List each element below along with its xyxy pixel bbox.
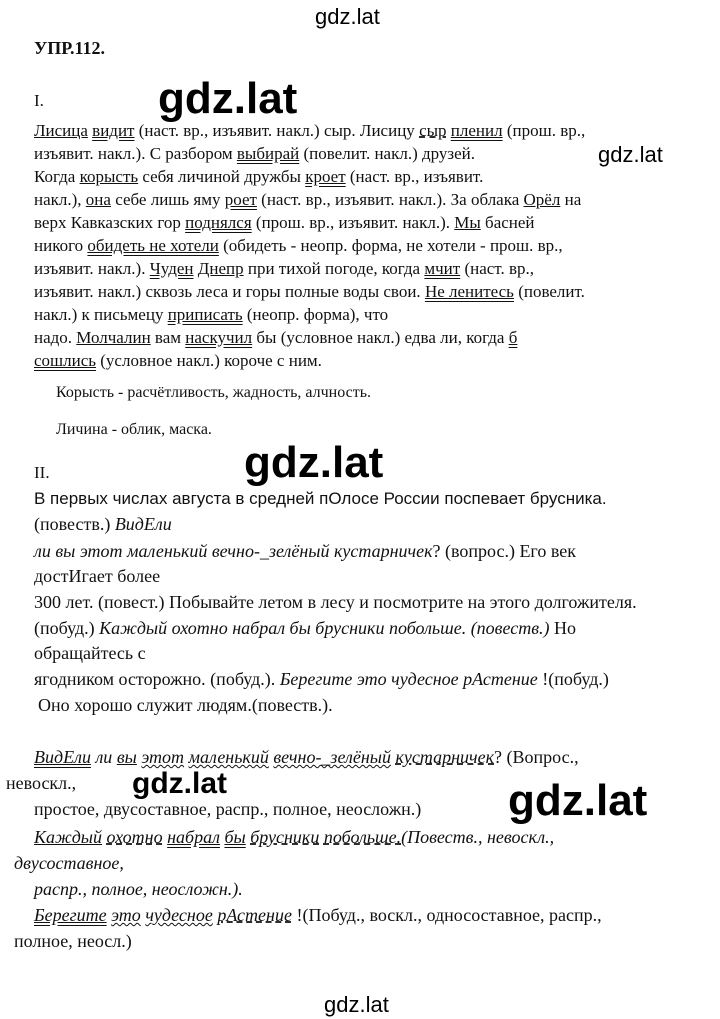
subject: Молчалин xyxy=(76,328,151,347)
text: (повелит. xyxy=(513,282,585,301)
subject: Мы xyxy=(454,213,481,232)
modifier: вечно-_зелёный xyxy=(273,747,391,767)
predicate: приписать xyxy=(167,305,243,324)
part-two-label: II. xyxy=(34,463,50,482)
text: изъявит. накл.). С разбором xyxy=(34,144,237,163)
text: Когда xyxy=(34,167,80,186)
modifier: этот xyxy=(141,747,185,767)
text: на xyxy=(560,190,582,209)
predicate: наскучил xyxy=(185,328,253,347)
part-two-line: достИгает более xyxy=(34,566,161,586)
text: (наст. вр., изъявит. xyxy=(345,167,484,186)
predicate: Берегите xyxy=(34,905,107,925)
predicate: выбирай xyxy=(236,144,300,163)
text: себе лишь яму xyxy=(110,190,225,209)
part-one-line xyxy=(34,120,585,141)
analysis-line: полное, неосл.) xyxy=(14,931,132,951)
text: ли вы этот маленький вечно-_зелёный кустарничек xyxy=(34,541,433,561)
text: (наст. вр., изъявит. накл.). За облака xyxy=(256,190,524,209)
text: Каждый охотно набрал бы брусники побольше. (повеств.) xyxy=(99,618,550,638)
part-one-line xyxy=(34,235,563,256)
subject: вы xyxy=(116,747,137,767)
part-one-label: I. xyxy=(34,91,44,110)
text: накл.) к письмецу xyxy=(34,305,168,324)
text: (наст. вр., изъявит. накл.) сыр. Лисицу xyxy=(134,121,420,140)
text: надо. xyxy=(34,328,77,347)
predicate: ВидЕли xyxy=(34,747,91,767)
predicate: б xyxy=(508,328,518,347)
text: вам xyxy=(150,328,186,347)
analysis-line: простое, двусоставное, распр., полное, неосложн.) xyxy=(34,799,422,819)
text: накл.), xyxy=(34,190,86,209)
subject: Каждый xyxy=(34,827,102,847)
definition: Личина - облик, маска. xyxy=(56,421,212,438)
subject: корысть xyxy=(79,167,139,186)
predicate: сошлись xyxy=(34,351,97,370)
predicate: поднялся xyxy=(185,213,252,232)
object: сыр xyxy=(419,121,447,140)
watermark-large: gdz.lat xyxy=(158,74,298,123)
analysis-line xyxy=(34,904,602,926)
part-two-line xyxy=(34,617,576,639)
part-one-line xyxy=(34,212,535,233)
text: ? (вопрос.) Его век xyxy=(432,541,576,561)
watermark-large-right: gdz.lat xyxy=(508,776,648,825)
text: басней xyxy=(480,213,535,232)
part-one-line xyxy=(34,281,585,302)
analysis-line: невоскл., xyxy=(6,773,77,793)
exercise-heading: УПР.112. xyxy=(34,38,105,58)
text: изъявит. накл.) сквозь леса и горы полные воды свои. xyxy=(34,282,425,301)
text: (повеств.) xyxy=(34,514,115,534)
analysis-line: двусоставное, xyxy=(14,853,124,873)
definition: Корысть - расчётливость, жадность, алчность. xyxy=(56,384,372,401)
adverbial: охотно xyxy=(106,827,163,847)
predicate: набрал xyxy=(167,827,220,847)
watermark-medium-left: gdz.lat xyxy=(132,767,227,800)
subject: Орёл xyxy=(523,190,561,209)
part-two-line: В первых числах августа в средней пОлосе России поспевает брусника. xyxy=(34,489,607,508)
text: (прош. вр., изъявит. накл.). xyxy=(251,213,455,232)
text: Берегите это чудесное рАстение xyxy=(279,669,538,689)
text: (обидеть - неопр. форма, не хотели - прош. вр., xyxy=(218,236,563,255)
part-two-line: обращайтесь с xyxy=(34,643,146,663)
analysis-line xyxy=(34,826,554,848)
part-two-line xyxy=(34,540,576,562)
text: !(Побуд., воскл., односоставное, распр., xyxy=(291,905,602,925)
predicate: роет xyxy=(224,190,257,209)
subject: Лисица xyxy=(34,121,88,140)
text: (неопр. форма), что xyxy=(242,305,389,324)
modifier: маленький xyxy=(188,747,269,767)
analysis-line: распр., полное, неосложн.). xyxy=(34,879,243,899)
text: (условное накл.) короче с ним. xyxy=(96,351,322,370)
predicate: бы xyxy=(224,827,246,847)
predicate: кроет xyxy=(305,167,346,186)
part-one-line xyxy=(34,327,517,348)
text: ? (Вопрос., xyxy=(494,747,579,767)
text: (повелит. накл.) друзей. xyxy=(299,144,476,163)
watermark-small-right: gdz.lat xyxy=(598,142,663,167)
object: кустарничек xyxy=(395,747,495,767)
part-one-line xyxy=(34,166,483,187)
part-two-line: Оно хорошо служит людям.(повеств.). xyxy=(38,695,333,715)
text: (Повеств., невоскл., xyxy=(401,827,555,847)
watermark-large-middle: gdz.lat xyxy=(244,438,384,487)
modifier: чудесное xyxy=(145,905,213,925)
text: Но xyxy=(549,618,577,638)
text: ягодником осторожно. (побуд.). xyxy=(34,669,280,689)
text: бы (условное накл.) едва ли, когда xyxy=(252,328,509,347)
text: ВидЕли xyxy=(114,514,172,534)
subject: Днепр xyxy=(197,259,244,278)
subject: она xyxy=(85,190,111,209)
part-one-line xyxy=(34,143,475,164)
object: брусники xyxy=(250,827,320,847)
text: изъявит. накл.). xyxy=(34,259,150,278)
predicate: мчит xyxy=(424,259,461,278)
text: себя личиной дружбы xyxy=(138,167,306,186)
predicate: обидеть не хотели xyxy=(87,236,219,255)
text: (наст. вр., xyxy=(460,259,534,278)
text: при тихой погоде, когда xyxy=(243,259,425,278)
analysis-line xyxy=(34,746,579,768)
text: (побуд.) xyxy=(34,618,100,638)
part-one-line xyxy=(34,350,322,371)
predicate: пленил xyxy=(450,121,503,140)
predicate: Не ленитесь xyxy=(424,282,514,301)
modifier: это xyxy=(111,905,141,925)
part-two-line: 300 лет. (повест.) Побывайте летом в лесу и посмотрите на этого долгожителя. xyxy=(34,592,637,612)
text: никого xyxy=(34,236,88,255)
text: верх Кавказских гор xyxy=(34,213,186,232)
part-one-line xyxy=(34,189,581,210)
text: ли xyxy=(90,747,117,767)
text: (прош. вр., xyxy=(502,121,586,140)
watermark-top: gdz.lat xyxy=(315,4,380,29)
predicate: видит xyxy=(92,121,135,140)
predicate: Чуден xyxy=(149,259,194,278)
part-one-line xyxy=(34,304,388,325)
object: рАстение xyxy=(217,905,292,925)
watermark-bottom: gdz.lat xyxy=(324,992,389,1017)
part-two-line xyxy=(34,668,609,690)
text: !(побуд.) xyxy=(537,669,609,689)
part-two-line xyxy=(34,513,172,535)
adverbial: побольше. xyxy=(323,827,402,847)
part-one-line xyxy=(34,258,534,279)
